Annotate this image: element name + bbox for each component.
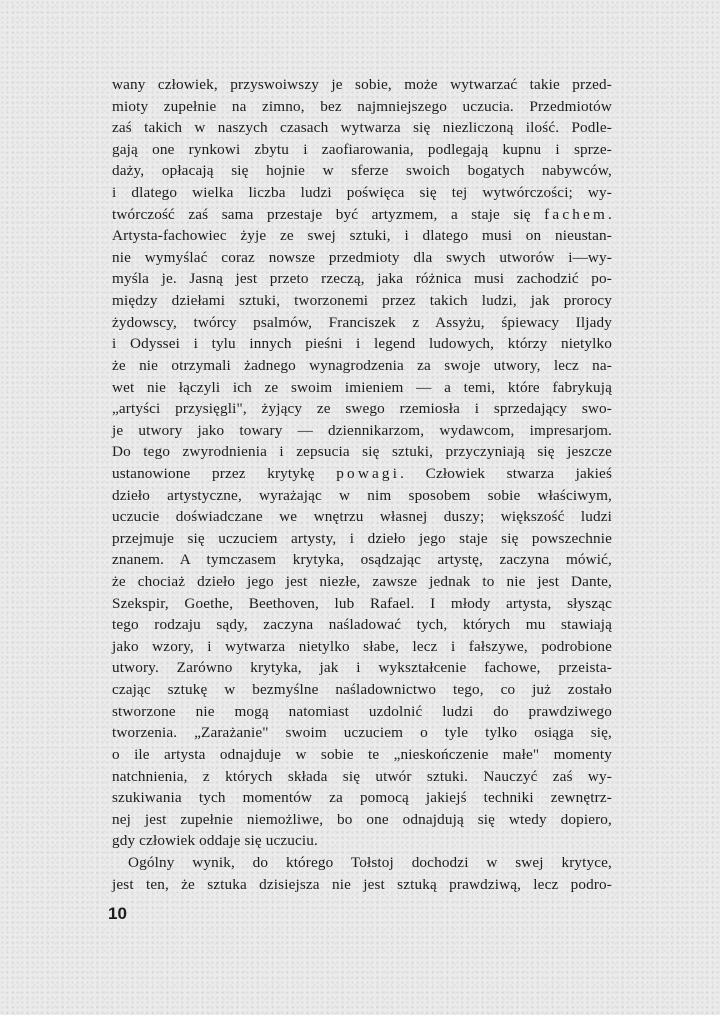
text-line: ustanowione przez krytykę powagi. Człowiek stwarza jakieś [112, 464, 613, 482]
text-line: jest ten, że sztuka dzisiejsza nie jest sztuką prawdziwą, lecz podro- [112, 875, 612, 893]
text-line: tego rodzaju sądy, zaczyna naśladować tych, których mu stawiają [112, 616, 612, 634]
text-line: między dziełami sztuki, tworzonemi przez takich ludzi, jak prorocy [112, 292, 612, 310]
text-line: czając sztukę w bezmyślne naśladownictwo tego, co już zostało [112, 681, 612, 699]
text-line: twórczość zaś sama przestaje być artyzmem, a staje się fachem. [112, 205, 612, 223]
text-line: mioty zupełnie na zimno, bez najmniejszego uczucia. Przedmiotów [112, 97, 612, 115]
text-line: nej jest zupełnie niemożliwe, bo one odnajdują się wtedy dopiero, [112, 810, 612, 828]
text-line: myśla je. Jasną jest przeto rzeczą, jaka różnica musi zachodzić po- [112, 270, 612, 288]
text-line: zaś takich w naszych czasach wytwarza się niezliczoną ilość. Podle- [112, 119, 612, 137]
text-line: jako wzory, i wytwarza nietylko słabe, lecz i fałszywe, podrobione [112, 637, 612, 655]
text-line: daży, opłacają się hojnie w sferze swoich bogatych nabywców, [112, 162, 612, 180]
text-line: wany człowiek, przyswoiwszy je sobie, może wytwarzać takie przed- [112, 76, 612, 93]
text-line: dzieło artystyczne, wyrażając w nim sposobem sobie właściwym, [112, 486, 612, 504]
text-line: znanem. A tymczasem krytyka, osądzając artystę, zaczyna mówić, [112, 551, 612, 569]
text-line: nie wymyślać coraz nowsze przedmioty dla swych utworów i—wy- [112, 248, 612, 266]
body-text [112, 74, 612, 895]
text-line: je utwory jako towary — dziennikarzom, wydawcom, impresarjom. [112, 421, 612, 439]
text-line: żydowscy, twórcy psalmów, Franciszek z Assyżu, śpiewacy Iljady [112, 313, 612, 331]
text-line: stworzone nie mogą natomiast uzdolnić ludzi do prawdziwego [112, 702, 612, 720]
text-line: że nie otrzymali żadnego wynagrodzenia za swoje utwory, lecz na- [112, 356, 612, 374]
text-line: Artysta-fachowiec żyje ze swej sztuki, i dlatego musi on nieustan- [112, 227, 612, 245]
text-line: uczucie doświadczane we wnętrzu własnej duszy; większość ludzi [112, 508, 612, 526]
text-line: gają one rynkowi zbytu i zaofiarowania, podlegają kupnu i sprze- [112, 140, 612, 158]
text-line: że chociaż dzieło jego jest niezłe, zawsze jednak to nie jest Dante, [112, 573, 612, 591]
paragraph-end-line: gdy człowiek oddaje się uczuciu. [112, 832, 318, 850]
emphasised-word: powagi [336, 464, 401, 482]
text-line: przejmuje się uczuciem artysty, i dzieło jego staje się powszechnie [112, 529, 612, 547]
text-line: „artyści przysięgli", żyjący ze swego rzemiosła i sprzedający swo- [112, 400, 612, 418]
page-number: 10 [108, 904, 127, 923]
text-line: Do tego zwyrodnienia i zepsucia się sztuki, przyczyniają się jeszcze [112, 443, 612, 461]
paragraph-start-line: Ogólny wynik, do którego Tołstoj dochodzi w swej krytyce, [128, 853, 612, 871]
text-line: szukiwania tych momentów za pomocą jakiejś techniki zewnętrz- [112, 789, 612, 807]
text-line: Szekspir, Goethe, Beethoven, lub Rafael. I młody artysta, słysząc [112, 594, 612, 612]
text-line: utwory. Zarówno krytyka, jak i wykształcenie fachowe, przeista- [112, 659, 612, 677]
emphasised-word: fachem [544, 205, 609, 223]
text-line: o ile artysta odnajduje w sobie te „nieskończenie małe" momenty [112, 745, 612, 763]
text-line: tworzenia. „Zarażanie" swoim uczuciem o tyle tylko osiąga się, [112, 724, 612, 742]
text-line: natchnienia, z których składa się utwór sztuki. Nauczyć zaś wy- [112, 767, 612, 785]
text-line: i dlatego wielka liczba ludzi poświęca się tej wytwórczości; wy- [112, 184, 612, 202]
text-line: wet nie łączyli ich ze swoim imieniem — a temi, które fabrykują [112, 378, 612, 396]
text-line: i Odyssei i tylu innych pieśni i legend ludowych, którzy nietylko [112, 335, 612, 353]
